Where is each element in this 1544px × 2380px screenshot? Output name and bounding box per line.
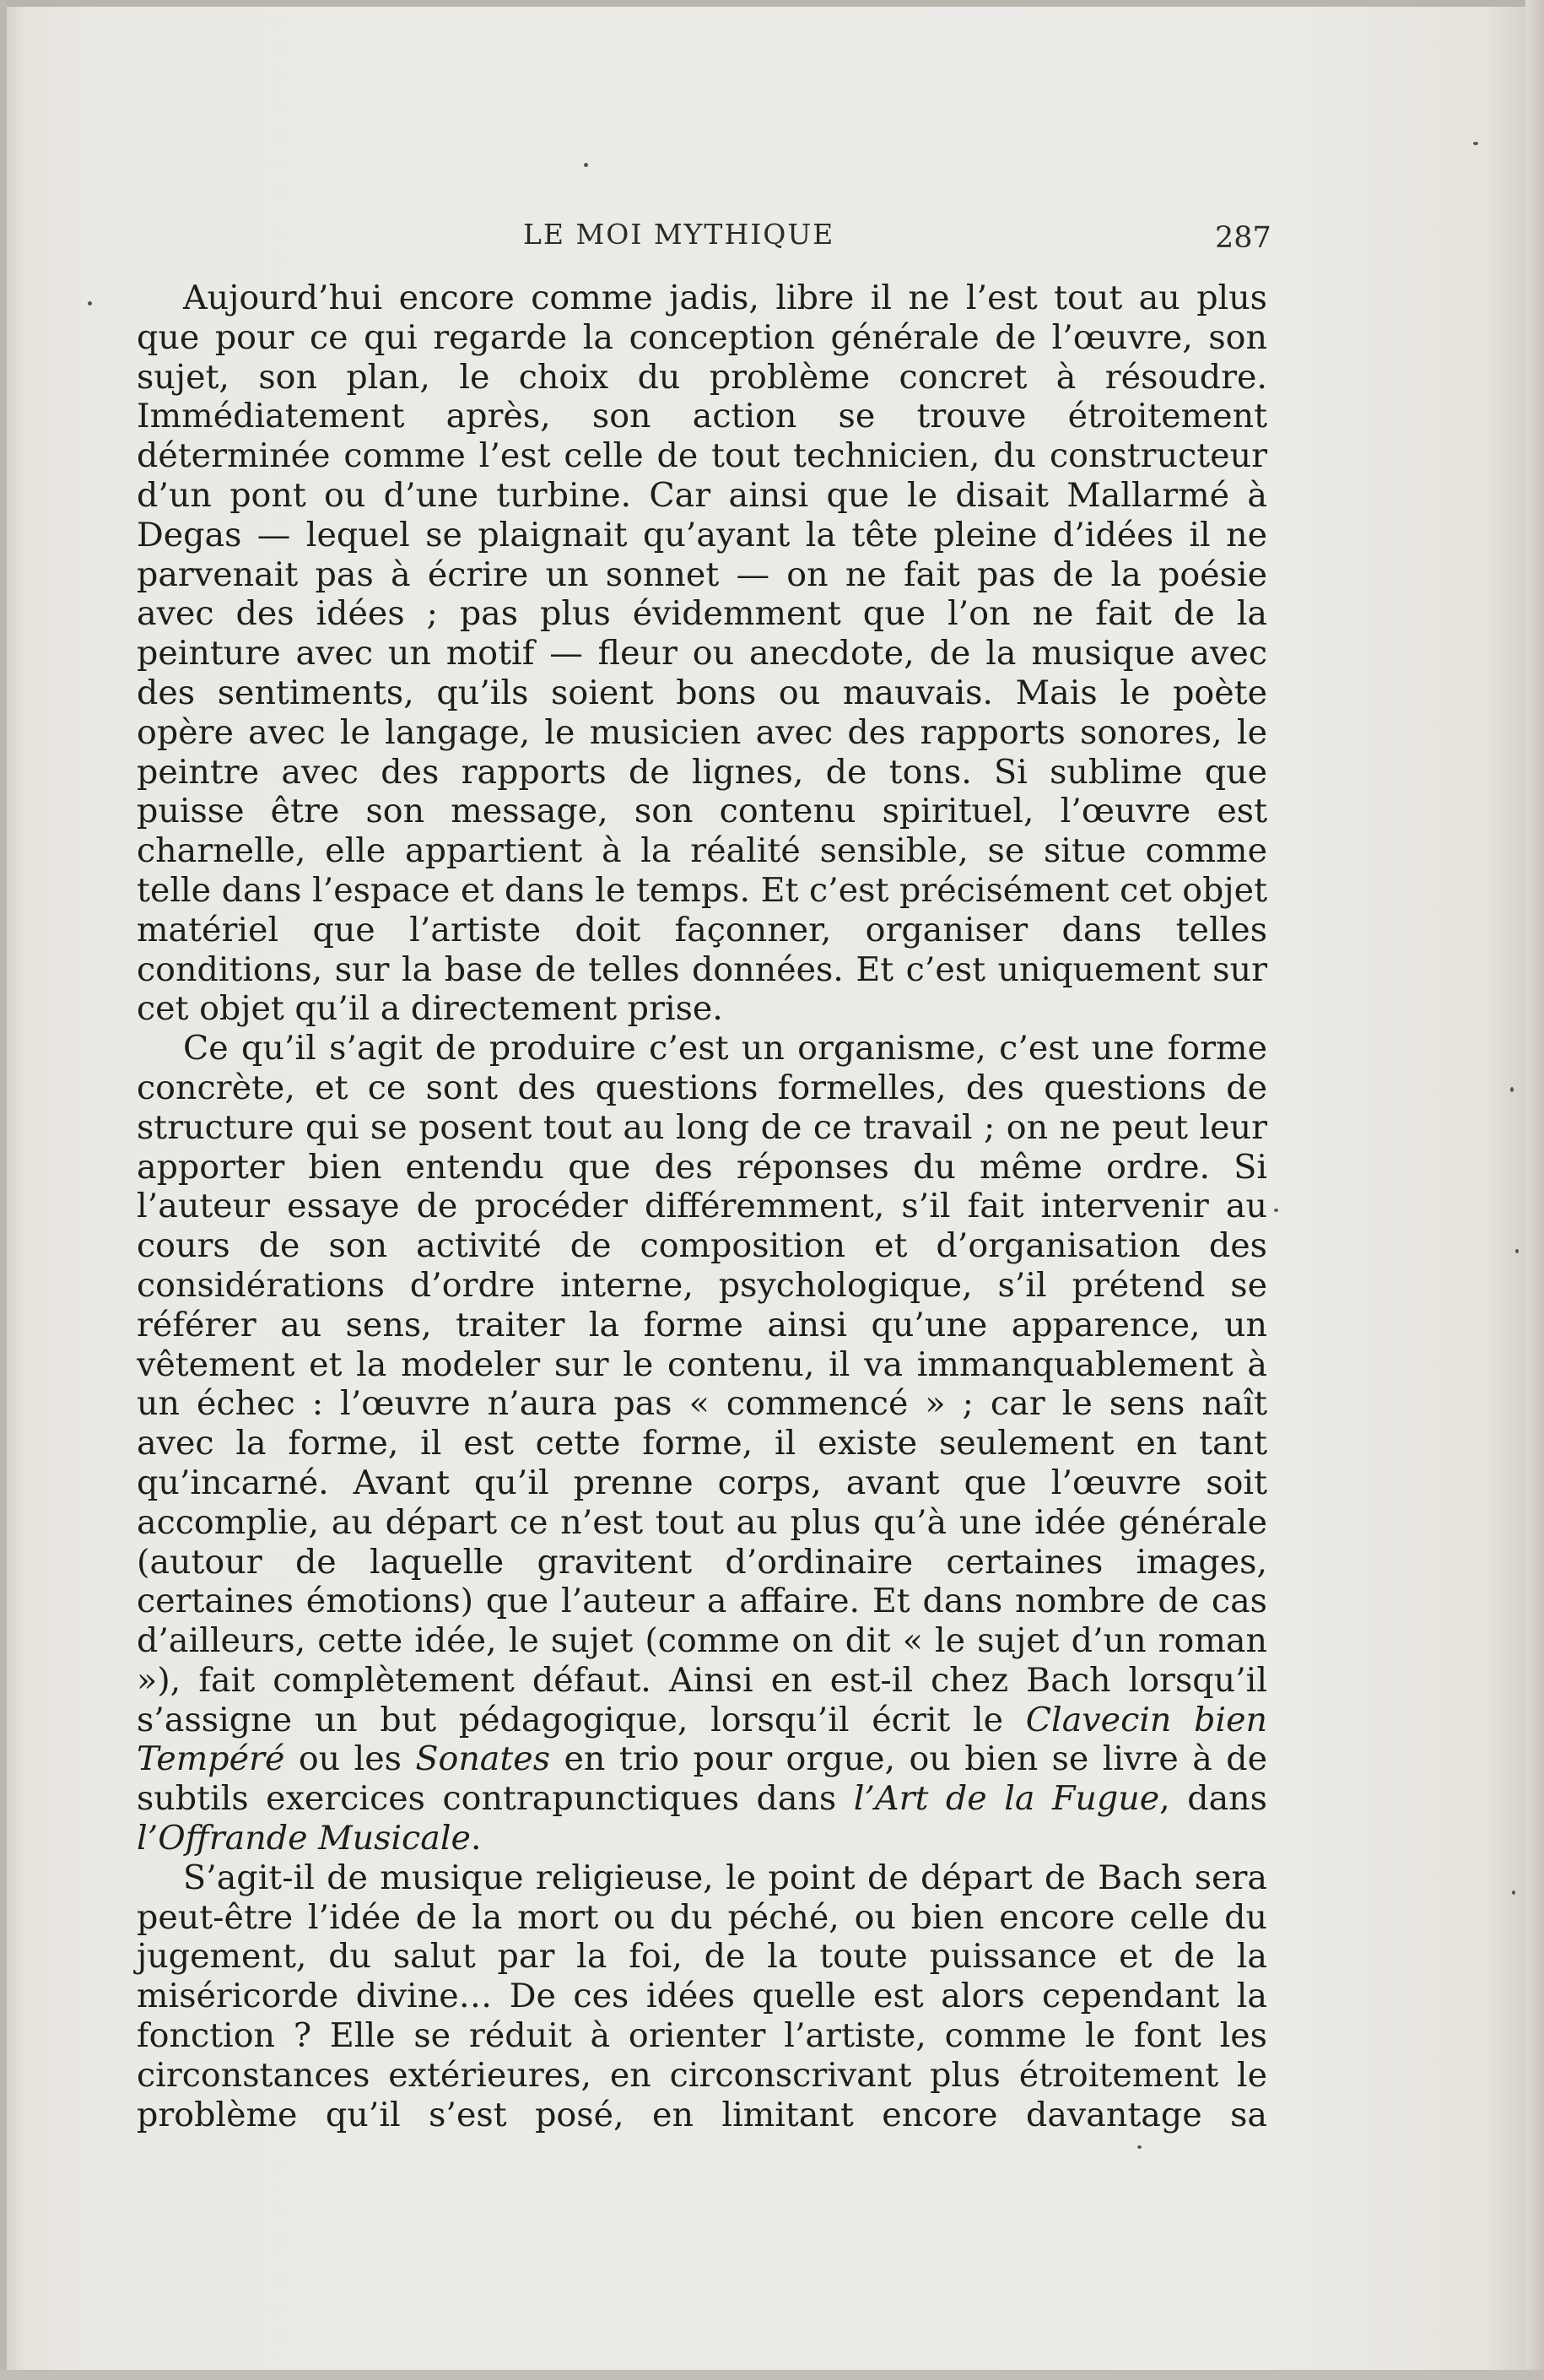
page-edge-top — [0, 0, 1544, 7]
scan-speck — [1512, 1890, 1515, 1895]
paragraph-text: Aujourd’hui encore comme jadis, libre il ne l’est tout au plus que pour ce qui regarde la conception générale de l’œuvre, son sujet, son plan, le choix du problème concret à résoudre. Immédiatement après, son action se trouve étroitement déterminée comme l’est celle de tout technicien, du constructeur d’un pont ou d’une turbine. Car ainsi que le disait Mallarmé à Degas — lequel se plaignait qu’ayant la tête pleine d’idées il ne parvenait pas à écrire un sonnet — on ne fait pas de la poésie avec des idées ; pas plus évidemment que l’on ne fait de la peinture avec un motif — fleur ou anecdote, de la musique avec des sentiments, qu’ils soient bons ou mauvais. Mais le poète opère avec le langage, le musicien avec des rapports sonores, le peintre avec des rapports de lignes, de tons. Si sublime que puisse être son message, son contenu spirituel, l’œuvre est charnelle, elle appartient à la réalité sensible, se situe comme telle dans l’espace et dans le temps. Et c’est précisément cet objet matériel que l’artiste doit façonner, organiser dans telles conditions, sur la base de telles données. Et c’est uniquement sur cet objet qu’il a directement prise. — [137, 279, 1267, 1029]
body-paragraph — [137, 279, 1267, 1029]
paragraph-text: Ce qu’il s’agit de produire c’est un organisme, c’est une forme concrète, et ce sont des questions formelles, des questions de structure qui se posent tout au long de ce travail ; on ne peut leur apporter bien entendu que des réponses du même ordre. Si l’auteur essaye de procéder différemment, s’il fait intervenir au cours de son activité de composition et d’organisation des considérations d’ordre interne, psychologique, s’il prétend se référer au sens, traiter la forme ainsi qu’une apparence, un vêtement et la modeler sur le contenu, il va immanquablement à un échec : l’œuvre n’aura pas « commencé » ; car le sens naît avec la forme, il est cette forme, il existe seulement en tant qu’incarné. Avant qu’il prenne corps, avant que l’œuvre soit accomplie, au départ ce n’est tout au plus qu’à une idée générale (autour de laquelle gravitent d’ordinaire certaines images, certaines émotions) que l’auteur a affaire. Et dans nombre de cas d’ailleurs, cette idée, le sujet (comme on dit « le sujet d’un roman »), fait complètement défaut. Ainsi en est-il chez Bach lorsqu’il s’assigne un but pédagogique, lorsqu’il écrit le — [137, 1029, 1267, 1739]
page-edge-right — [1525, 0, 1544, 2380]
paragraph-text: en trio pour orgue, ou bien se livre à de subtils exercices contrapunctiques dans — [137, 1739, 1267, 1819]
italic-work-title: Sonates — [415, 1739, 551, 1779]
page-edge-left — [0, 0, 7, 2380]
page-number: 287 — [1215, 221, 1271, 255]
page-edge-bottom — [0, 2370, 1544, 2380]
scan-speck — [88, 301, 92, 306]
italic-work-title: l’Art de la Fugue — [853, 1779, 1160, 1819]
paragraph-text: . — [470, 1819, 482, 1858]
body-paragraph — [137, 1858, 1267, 2135]
body-text — [137, 279, 1267, 2134]
scan-speck — [1137, 2145, 1142, 2149]
body-paragraph — [137, 1029, 1267, 1858]
scan-speck — [1473, 142, 1478, 145]
italic-work-title: l’Offrande Musicale — [137, 1819, 471, 1858]
paragraph-text: ou les — [284, 1739, 416, 1779]
scan-speck — [584, 163, 588, 167]
paragraph-text: S’agit-il de musique religieuse, le point de départ de Bach sera peut-être l’idée de la mort ou du péché, ou bien encore celle du jugement, du salut par la foi, de la toute puissance et de la miséricorde divine… De ces idées quelle est alors cependant la fonction ? Elle se réduit à orienter l’artiste, comme le font les circonstances extérieures, en circonscrivant plus étroitement le problème qu’il s’est posé, en limitant encore davantage sa — [137, 1858, 1267, 2134]
italic-work-title: Clavecin bien Tempéré — [137, 1700, 1267, 1779]
scan-speck — [1510, 1087, 1514, 1092]
scan-speck — [1515, 1249, 1519, 1253]
running-head: LE MOI MYTHIQUE — [523, 218, 835, 251]
scan-speck — [1274, 1209, 1278, 1212]
paragraph-text: , dans — [1159, 1779, 1267, 1819]
